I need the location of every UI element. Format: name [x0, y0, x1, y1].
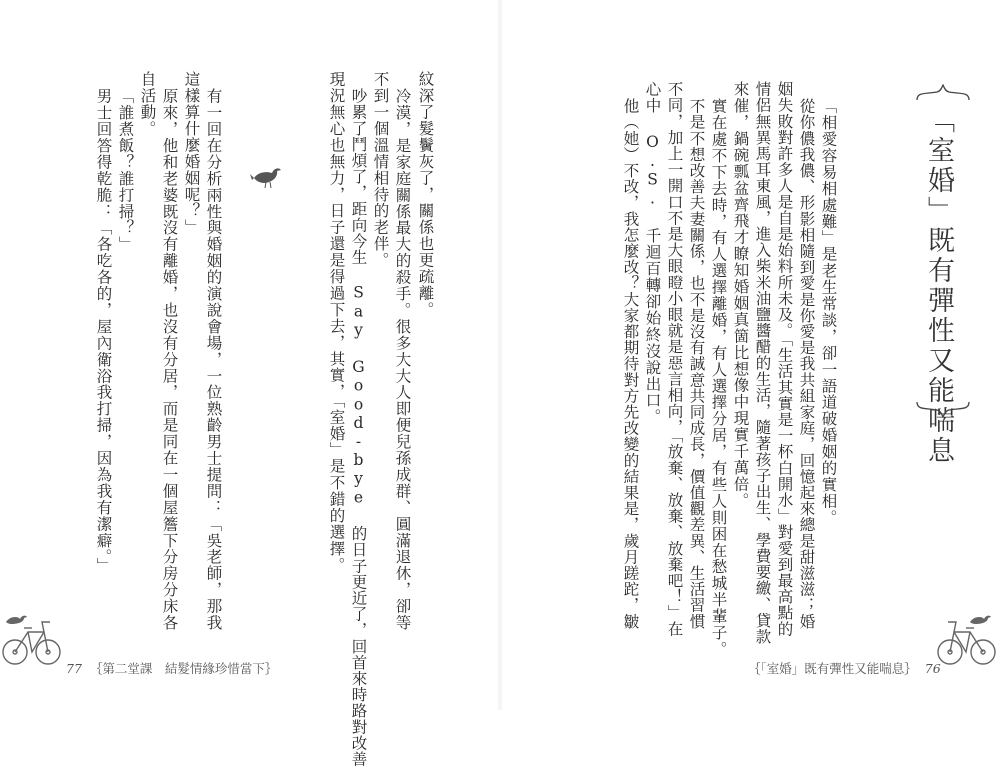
brace-bottom-ornament	[915, 400, 971, 418]
chapter-title: 「室婚」既有彈性又能喘息	[923, 106, 954, 466]
body-column: 原來，他和老婆既沒有離婚，也沒有分居，而是同在一個屋簷下分房分床各	[160, 88, 179, 631]
left-footer	[62, 659, 277, 677]
body-column: 姻失敗對許多人是自是始料所未及。「生活其實是一杯白開水」對愛到最高點的	[775, 81, 794, 637]
page-number: 77	[66, 661, 82, 676]
left-page	[0, 0, 497, 767]
body-column: 不是不想改善夫妻關係，也不是沒有誠意共同成長，價值觀差異、生活習慣	[687, 98, 706, 630]
body-column: 「誰煮飯？誰打掃？」	[116, 88, 135, 253]
body-column: 從你儂我儂、形影相隨到愛是你愛是我共組家庭，回憶起來總是甜滋滋；婚	[797, 98, 816, 630]
body-column: 實在處不下去時，有人選擇離婚，有人選擇分居，有些人則困在愁城半輩子。	[709, 98, 728, 658]
bird-icon	[250, 162, 284, 194]
brace-top-ornament	[915, 84, 971, 102]
body-column: 不同，加上一開口不是大眼瞪小眼就是惡言相向，「放棄、放棄、放棄吧！」在	[665, 81, 684, 637]
body-column: 男士回答得乾脆：「各吃各的，屋內衛浴我打掃，因為我有潔癖。」	[94, 88, 113, 574]
right-footer	[748, 659, 945, 677]
body-column: 有一回在分析兩性與婚姻的演說會場，一位熟齡男士提問：「吳老師，那我	[204, 88, 223, 631]
body-column: 來催，鍋碗瓢盆齊飛才瞭知婚姻真箇比想像中現實千萬倍。	[731, 81, 750, 509]
page-number: 76	[924, 661, 941, 676]
body-column: 他（她）不改，我怎麼改？大家都期待對方先改變的結果是，歲月蹉跎，皺	[621, 98, 640, 630]
running-header: ｛第二堂課 結髮情緣珍惜當下｝	[89, 661, 278, 676]
body-column: 現況無心也無力，日子還是得過下去，其實，「室婚」是不錯的選擇。	[327, 71, 346, 574]
chapter-title-block	[911, 84, 975, 466]
body-column: 冷漠，是家庭關係最大的殺手。很多大大人即便兒孫成群、圓滿退休，卻等	[393, 88, 412, 631]
bicycle-icon	[0, 610, 62, 672]
body-column: 紋深了髮鬢灰了，關係也更疏離。	[416, 71, 435, 318]
body-column: 吵累了鬥煩了，距向今生 Say Good-bye 的日子更近了，回首來時路對改善	[349, 88, 368, 767]
body-column: 這樣算什麼婚姻呢？」	[182, 71, 201, 236]
right-page	[503, 0, 1000, 710]
body-column: 不到一個溫情相待的老伴。	[371, 71, 390, 269]
bicycle-icon	[936, 610, 998, 672]
body-column: 情侶無異馬耳東風，進入柴米油鹽醬醋的生活，隨著孩子出生、學費要繳、貸款	[753, 81, 772, 645]
body-column: 心中 O.S. 千迴百轉卻始終沒說出口。	[643, 81, 662, 425]
body-column: 自活動。	[138, 71, 157, 137]
running-header: ｛「室婚」既有彈性又能喘息｝	[748, 661, 917, 676]
body-column: 「相愛容易相處難」是老生常談，卻一語道破婚姻的實相。	[819, 98, 838, 526]
